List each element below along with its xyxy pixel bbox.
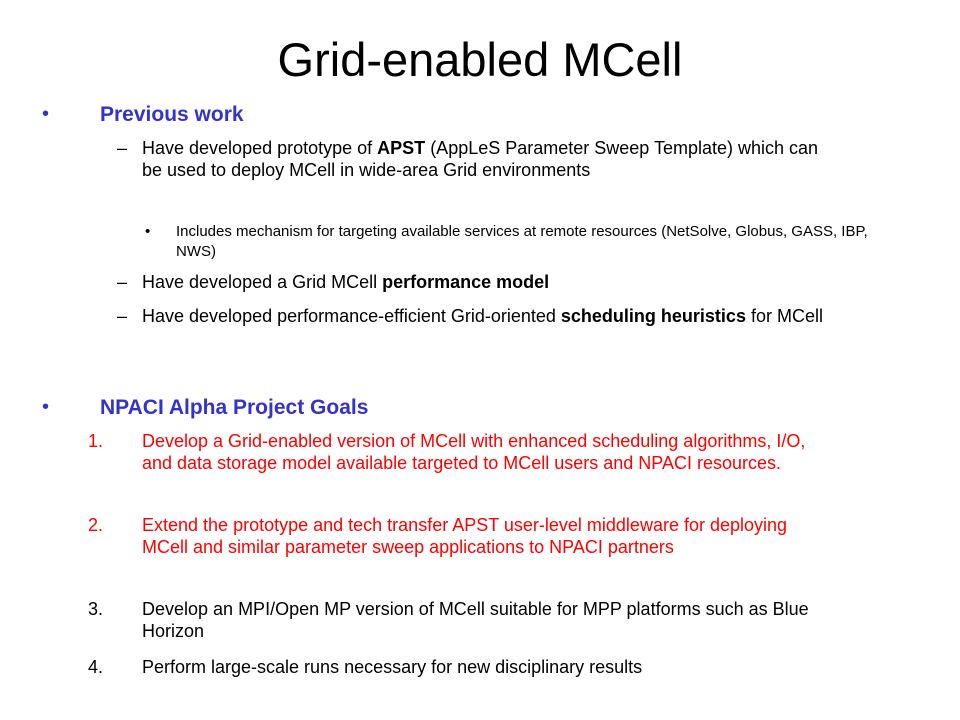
list-item-text: Have developed a Grid MCell performance model <box>142 272 550 292</box>
dash-marker: – <box>117 306 128 326</box>
goal-text: Perform large-scale runs necessary for new disciplinary results <box>142 657 643 677</box>
goal-text: Develop a Grid-enabled version of MCell with enhanced scheduling algorithms, I/O, and data storage model available targeted to MCell users and NPACI resources. <box>142 431 806 473</box>
dash-marker: – <box>117 138 128 158</box>
goal-number: 4. <box>88 657 104 677</box>
bullet: • <box>42 103 50 125</box>
goal-text: Extend the prototype and tech transfer APST user-level middleware for deploying MCell and similar parameter sweep applications to NPACI partners <box>142 515 788 557</box>
section-heading-previous-work: Previous work <box>100 103 244 126</box>
list-item-text: Have developed performance-efficient Grid-oriented scheduling heuristics for MCell <box>142 306 823 326</box>
dash-marker: – <box>117 272 128 292</box>
sub-list-item-text: Includes mechanism for targeting available services at remote resources (NetSolve, Globus, GASS, IBP, NWS) <box>176 223 868 260</box>
goal-number: 1. <box>88 431 104 451</box>
goal-number: 2. <box>88 515 104 535</box>
section-heading-goals: NPACI Alpha Project Goals <box>100 396 369 419</box>
list-item-text: Have developed prototype of APST (AppLeS Parameter Sweep Template) which can be used to deploy MCell in wide-area Grid environments <box>142 138 819 180</box>
goal-text: Develop an MPI/Open MP version of MCell suitable for MPP platforms such as Blue Horizon <box>142 599 809 641</box>
section-goals <box>42 396 369 419</box>
section-previous-work <box>42 103 244 126</box>
bullet: • <box>145 223 151 240</box>
slide-title: Grid-enabled MCell <box>277 33 683 86</box>
bullet: • <box>42 396 50 418</box>
goal-number: 3. <box>88 599 104 619</box>
